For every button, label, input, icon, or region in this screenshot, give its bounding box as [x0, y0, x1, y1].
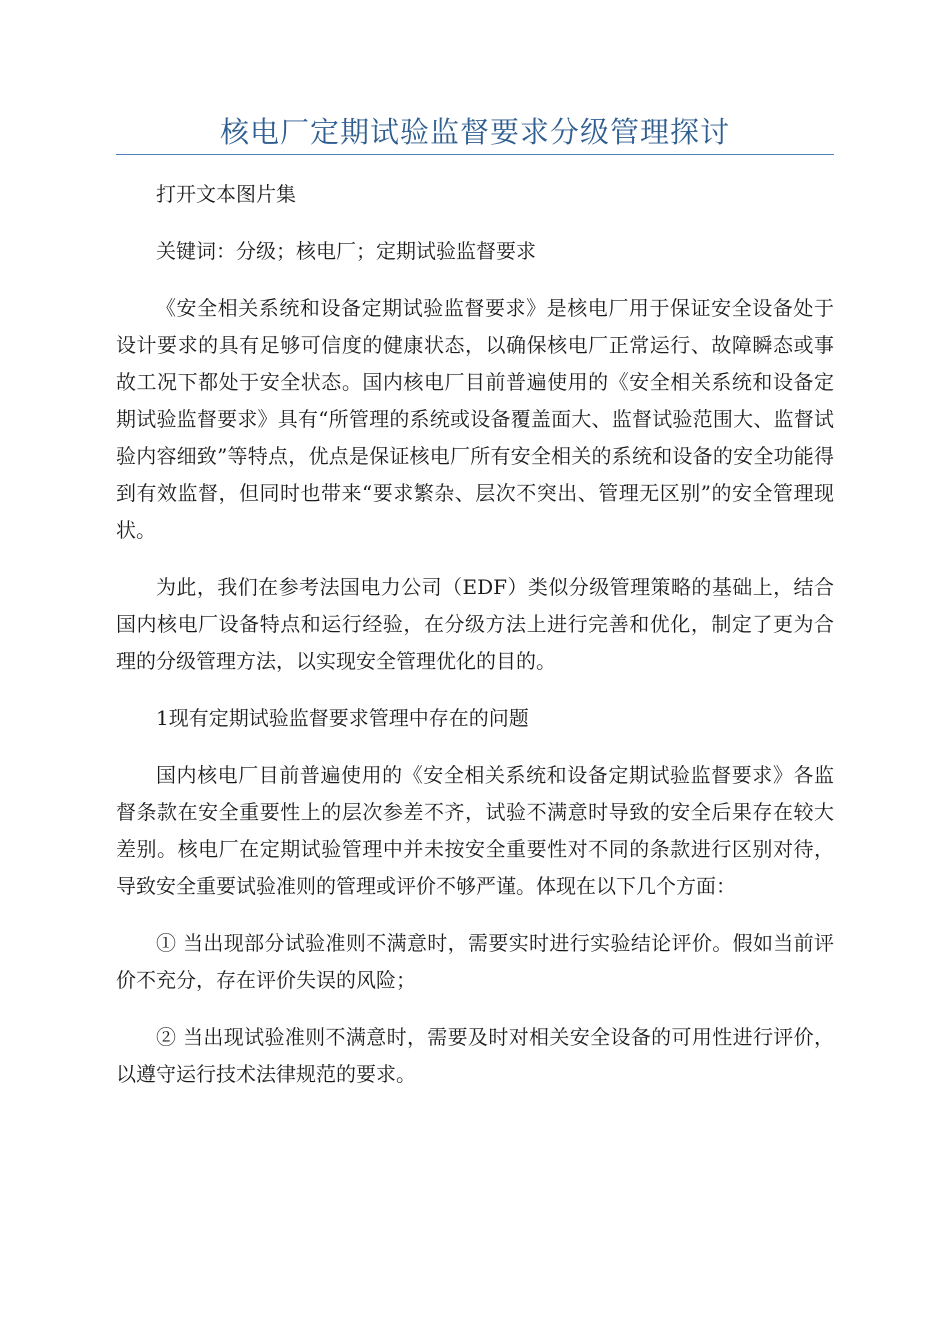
document-title: 核电厂定期试验监督要求分级管理探讨 — [219, 115, 730, 149]
paragraph-image-set: 打开文本图片集 — [156, 182, 296, 206]
paragraph-intro: 《安全相关系统和设备定期试验监督要求》是核电厂用于保证安全设备处于设计要求的具有足够可信度的健康状态，以确保核电厂正常运行、故障瞬态或事故工况下都处于安全状态。国内核电厂目前普遍使用的《安全相关系统和设备定期试验监督要求》具有“所管理的系统或设备覆盖面大、监督试验范围大、监督试验内容细致”等特点，优点是保证核电厂所有安全相关的系统和设备的安全功能得到有效监督，但同时也带来“要求繁杂、层次不突出、管理无区别”的安全管理现状。 — [116, 296, 834, 542]
section-heading-1: 1现有定期试验监督要求管理中存在的问题 — [156, 706, 529, 730]
paragraph-keywords: 关键词：分级；核电厂；定期试验监督要求 — [156, 239, 536, 263]
title-underline — [116, 154, 834, 155]
document-body — [116, 176, 834, 1113]
paragraph-problems: 国内核电厂目前普遍使用的《安全相关系统和设备定期试验监督要求》各监督条款在安全重要性上的层次参差不齐，试验不满意时导致的安全后果存在较大差别。核电厂在定期试验管理中并未按安全重要性对不同的条款进行区别对待，导致安全重要试验准则的管理或评价不够严谨。体现在以下几个方面： — [116, 763, 834, 898]
paragraph-method: 为此，我们在参考法国电力公司（EDF）类似分级管理策略的基础上，结合国内核电厂设备特点和运行经验，在分级方法上进行完善和优化，制定了更为合理的分级管理方法，以实现安全管理优化的目的。 — [116, 575, 834, 673]
list-item-1: ① 当出现部分试验准则不满意时，需要实时进行实验结论评价。假如当前评价不充分，存在评价失误的风险； — [116, 931, 834, 992]
list-item-2: ② 当出现试验准则不满意时，需要及时对相关安全设备的可用性进行评价，以遵守运行技术法律规范的要求。 — [116, 1025, 834, 1086]
